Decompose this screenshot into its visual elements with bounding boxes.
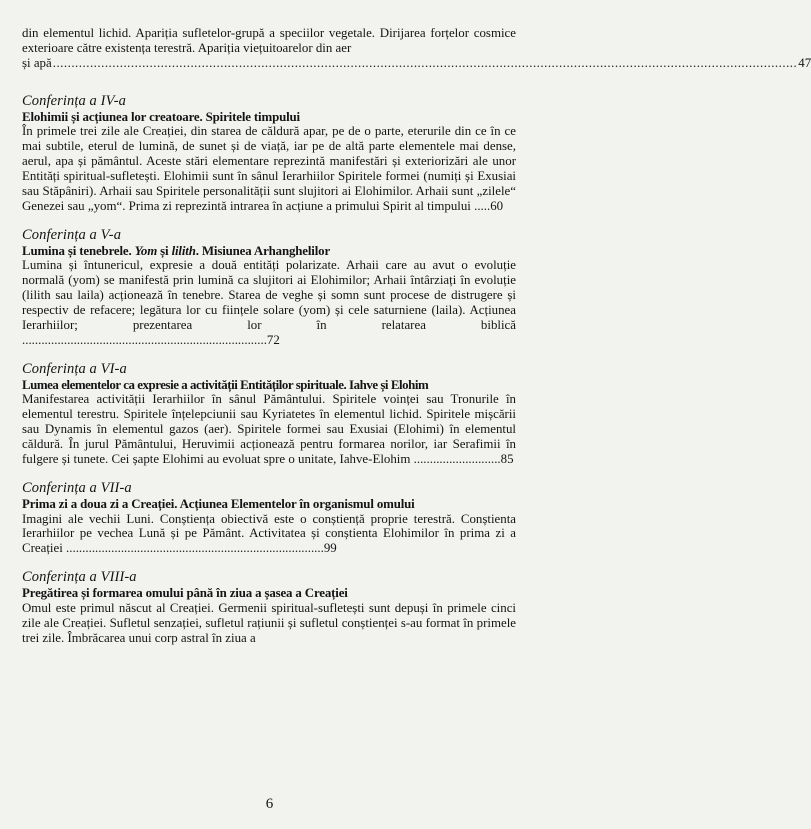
intro-paragraph: din elementul lichid. Apariția sufletelor-grupă a speciilor vegetale. Dirijarea forțelor cosmice exterioare către existența terestră. Apariția viețuitoarelor din aer: [22, 26, 516, 55]
section-body: [22, 258, 516, 347]
intro-page-ref: 47: [798, 55, 811, 70]
section-body: [22, 124, 516, 213]
leader-dots: ...........................: [410, 452, 501, 466]
leader-dots: .....: [470, 198, 491, 213]
conference-heading: Conferința a VII-a: [22, 479, 132, 496]
section-body: Omul este primul născut al Creației. Germenii spiritual-sufletești sunt depuși în primele cinci zile ale Creației. Sufletul senzației, sufletul rațiunii și sufletul conștienței s-au format în primele trei zile. Îmbrăcarea unui corp astral în ziua a: [22, 600, 516, 645]
section-title-part: Lumina și tenebrele.: [22, 243, 135, 258]
conference-heading: Conferința a VIII-a: [22, 569, 137, 586]
leader-dots: ........................................................................................................................................................................................................: [52, 55, 798, 70]
section-page-ref: 60: [490, 198, 504, 213]
section-body-text: Imagini ale vechii Luni. Conștiența obiectivă este o conștiență proprie terestră. Conștienta Ierarhiilor pe vechea Lună și pe Pământ. Activitatea și conștienta Elohimilor în prima zi a Creației: [22, 511, 516, 556]
section-title-part: Yom: [134, 243, 158, 258]
section-title: Pregătirea și formarea omului până în ziua a șasea a Creației: [22, 586, 348, 601]
section-body-text: Lumina și întunericul, expresie a două entități polarizate. Arhaii care au avut o evoluție normală (yom) se manifestă prin lumină ca slujitori ai Elohimilor; Arhaii întârziați în evoluție (lilith sau laila) acționează în tenebre. Starea de veghe și somn sunt procese de distrugere și respectiv de refacere; legătura lor cu ființele solare (yom) și cele saturniene (laila). Acțiunea Ierarhiilor; prezentarea lor în relatarea biblică: [22, 258, 516, 332]
intro-last-line: și apă: [22, 55, 52, 70]
conference-heading: Conferința a VI-a: [22, 360, 127, 377]
leader-dots: ................................................................................: [62, 541, 324, 556]
section-body-text: În primele trei zile ale Creației, din starea de căldură apar, pe de o parte, eterurile din ce în ce mai subtile, eterul de lumină, de sunet și de viață, iar pe de altă parte elementele mai dense, aerul, apa și pământul. Aceste stări elementare reprezintă manifestări și exteriorizări ale unor Entități spiritual-sufletești. Elohimii sunt în sânul Ierarhiilor Spiritele formei (numiți și Exusiai sau Stăpâniri). Arhaii sau Spiritele personalității sunt slujitori ai Elohimilor. Arhaii sunt „zilele“ Genezei sau „yom“. Prima zi reprezintă intrarea în acțiune a primului Spirit al timpului: [22, 124, 516, 213]
page-number: 6: [265, 796, 274, 812]
section-body: [22, 512, 516, 557]
section-title-part: . Misiunea Arhanghelilor: [195, 243, 331, 258]
section-title-part: și: [157, 243, 172, 258]
leader-dots: ............................................................................: [22, 332, 267, 347]
section-title: Prima zi a doua zi a Creației. Acțiunea Elementelor în organismul omului: [22, 496, 415, 511]
toc-content: [22, 26, 811, 646]
section-title: [22, 244, 516, 259]
section-title: Lumea elementelor ca expresie a activității Entităților spirituale. Iahve și Elohim: [22, 377, 429, 392]
section-page-ref: 99: [323, 541, 337, 556]
section-body: [22, 392, 516, 467]
section-title: Elohimii și acțiunea lor creatoare. Spiritele timpului: [22, 109, 300, 124]
section-page-ref: 85: [500, 452, 514, 466]
conference-heading: Conferința a V-a: [22, 226, 122, 243]
section-body-text: Manifestarea activității Ierarhiilor în sânul Pământului. Spiritele voinței sau Tronurile în elementul terestru. Spiritele înțelepciunii sau Kyriatetes în elementul lichid. Spiritele mișcării sau Dynamis în elementul gazos (aer). Spiritele formei sau Exusiai (Elohimi) în elementul căldură. În jurul Pământului, Heruvimii acționează pentru formarea norilor, iar Serafimii în fulgere și tunete. Cei șapte Elohimi au evoluat spre o unitate, Iahve-Elohim: [22, 392, 516, 466]
section-title-part: lilith: [171, 243, 196, 258]
intro-toc-line: [22, 55, 811, 71]
conference-heading: Conferința a IV-a: [22, 92, 126, 109]
section-page-ref: 72: [266, 332, 280, 347]
